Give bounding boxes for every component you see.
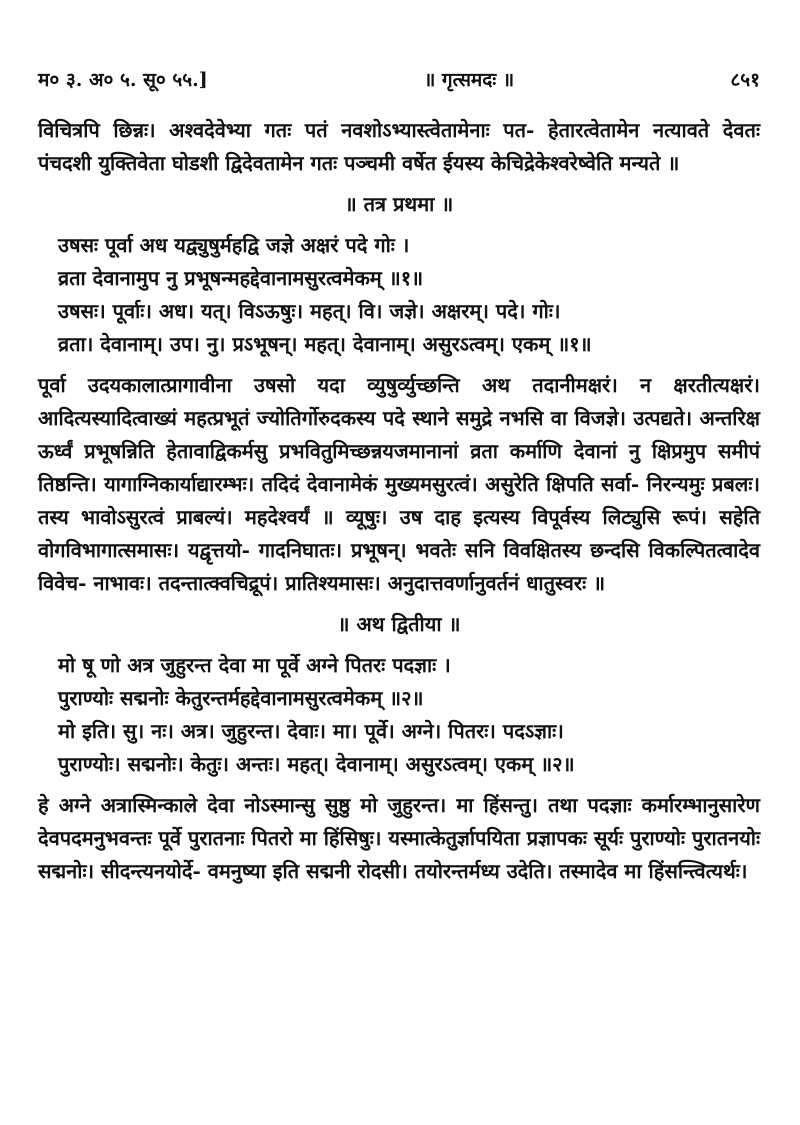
- verse-line: उषसः पूर्वा अध यद्व्युषुर्महद्वि जज्ञे अक्षरं पदे गोः ।: [58, 233, 410, 257]
- verse-line: पुराण्योः सद्मनोः केतुरन्तर्महद्देवानामसुरत्वमेकम् ॥२॥: [58, 686, 424, 710]
- section-heading: ॥ तत्र प्रथमा ॥: [344, 192, 454, 216]
- header-left: म० ३. अ० ५. सू० ५५.]: [38, 69, 208, 91]
- verse-line: मो षू णो अत्र जुहुरन्त देवा मा पूर्वे अग्ने पितरः पदज्ञाः ।: [58, 653, 451, 677]
- verse-line: मो इति। सु। नः। अत्र। जुहुरन्त। देवाः। मा। पूर्वे। अग्ने। पितरः। पदऽज्ञाः।: [58, 719, 564, 743]
- verse-line: व्रता देवानामुप नु प्रभूषन्महद्देवानामसुरत्वमेकम् ॥१॥: [58, 266, 424, 290]
- spacer: [38, 781, 760, 789]
- text-body: [38, 114, 760, 888]
- page-header: [38, 66, 760, 92]
- header-center: ॥ गृत्समदः ॥: [423, 69, 515, 91]
- verse-line: पुराण्योः। सद्मनोः। केतुः। अन्तः। महत्। देवानाम्। असुरऽत्वम्। एकम् ॥२॥: [58, 752, 575, 776]
- verse-line: व्रता। देवानाम्। उप। नु। प्रऽभूषन्। महत्। देवानाम्। असुरऽत्वम्। एकम् ॥१॥: [58, 332, 592, 356]
- header-right: ८५१: [730, 69, 760, 91]
- section-heading: ॥ अथ द्वितीया ॥: [337, 612, 461, 636]
- paragraph: पूर्वा उदयकालात्प्रागावीना उषसो यदा व्युषुर्व्युच्छन्ति अथ तदानीमक्षरं। न क्षरतीत्यक्षरं। आदित्यस्यादित्वाख्यं महत्प्रभूतं ज्योतिर्गोरुदकस्य पदे स्थाने समुद्रे नभसि वा विजज्ञे। उत्पद्यते। अन्तरिक्ष ऊर्ध्वं प्रभूषन्निति हेतावाद्विकर्मसु प्रभवितुमिच्छन्नयजमानानां व्रता कर्माणि देवानां नु क्षिप्रमुप समीपं तिष्ठन्ति। यागाग्निकार्याद्यारम्भः। तदिदं देवानामेकं मुख्यमसुरत्वं। असुरेति क्षिपति सर्वा- निरन्यमुः प्रबलः। तस्य भावोऽसुरत्वं प्राबल्यं। महदेश्वर्यं ॥ व्यूषुः। उष दाह इत्यस्य विपूर्वस्य लिट्युसि रूपं। सहेति वोगविभागात्समासः। यद्वृत्तयो- गादनिघातः। प्रभूषन्। भवतेः सनि विवक्षितस्य छन्दसि विकल्पितत्वादेव विवेच- नाभावः। तदन्तात्क्वचिद्रूपं। प्रातिश्यमासः। अनुदात्तवर्णानुवर्तनं धातुस्वरः ॥: [38, 373, 760, 595]
- verse-line: उषसः। पूर्वाः। अध। यत्। विऽऊषुः। महत्। वि। जज्ञे। अक्षरम्। पदे। गोः।: [58, 299, 561, 323]
- paragraph: विचित्रपि छिन्नः। अश्वदेवेभ्या गतः पतं नवशोऽभ्यास्त्वेतामेनाः पत- हेतारत्वेतामेन नत्यावते देवतः पंचदशी युक्तिवेता घोडशी द्विदेवतामेन गतः पञ्चमी वर्षेत ईयस्य केचिद्रेकेश्वरेष्वेति मन्यते ॥: [38, 118, 760, 175]
- spacer: [38, 361, 760, 369]
- paragraph: हे अग्ने अत्रास्मिन्काले देवा नोऽस्मान्सु सुष्ठु मो जुहुरन्त। मा हिंसन्तु। तथा पदज्ञाः कर्मारम्भानुसारेण देवपदमनुभवन्तः पूर्वे पुरातनाः पितरो मा हिंसिषुः। यस्मात्केतुर्ज्ञापयिता प्रज्ञापकः सूर्यः पुराण्योः पुरातनयोः सद्मनोः। सीदन्त्यनयोर्दे- वमनुष्या इति सद्मनी रोदसी। तयोरन्तर्मध्य उदेति। तस्मादेव मा हिंसन्त्वित्यर्थः।: [38, 793, 761, 883]
